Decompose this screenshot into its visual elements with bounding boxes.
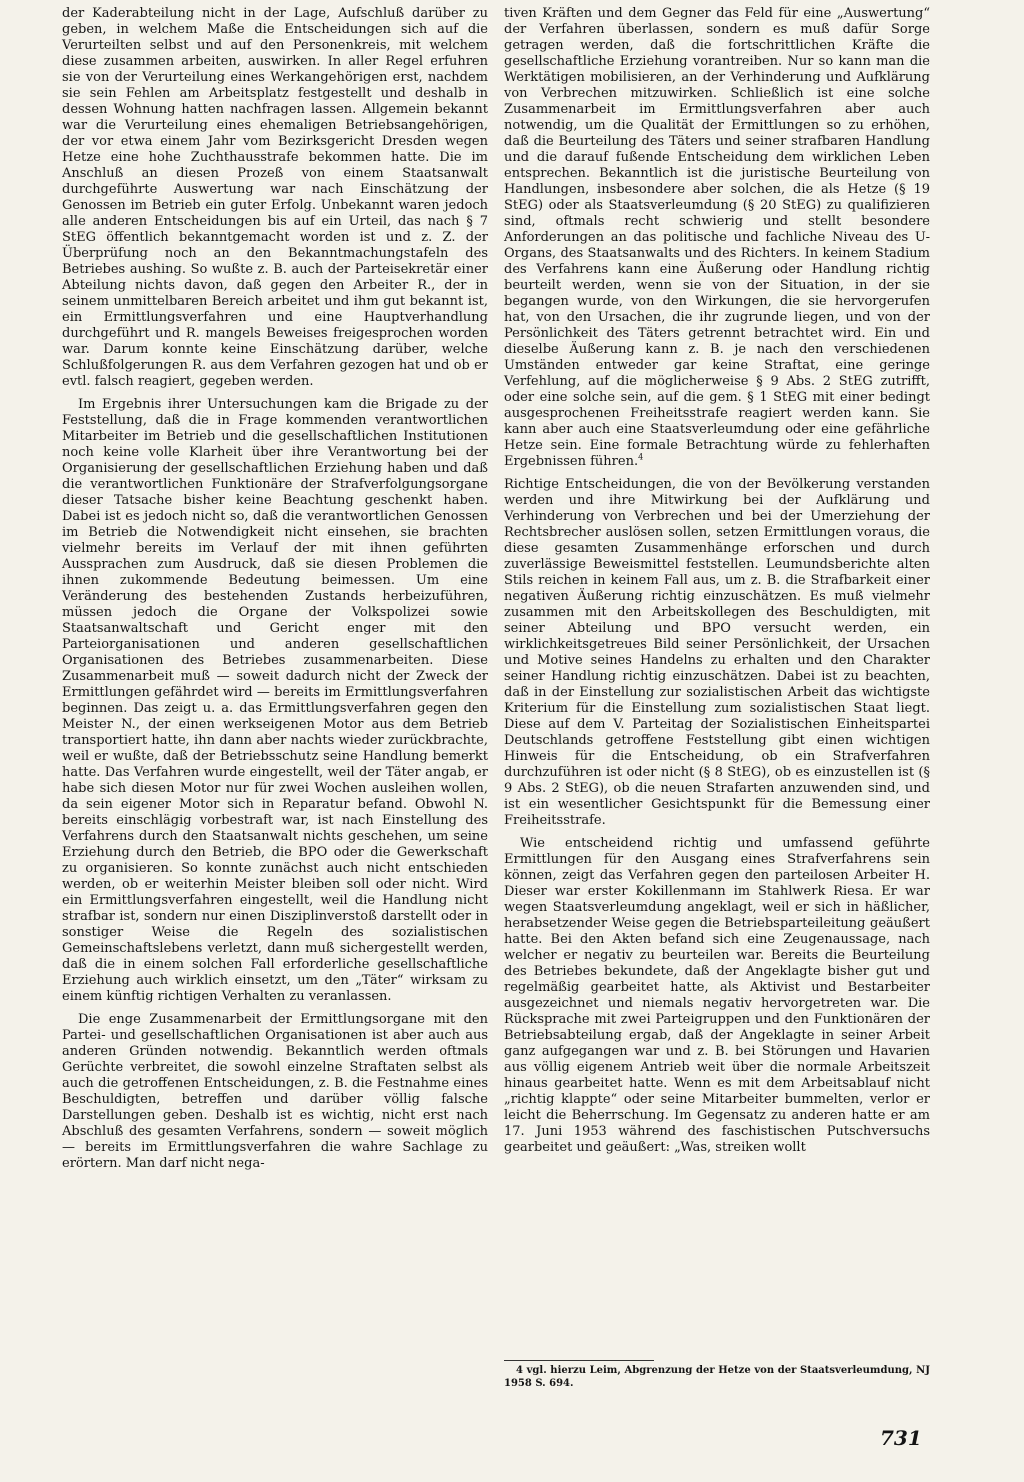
paragraph: Die enge Zusammenarbeit der Ermittlungsorgane mit den Partei- und gesellschaftlichen Organisationen ist aber auch aus anderen Gründen notwendig. Bekanntlich werden oftmals Gerüchte verbreitet, die sowohl einzelne Straftaten selbst als auch die getroffenen Entscheidungen, z. B. die Festnahme eines Beschuldigten, betreffen und darüber völlig falsche Darstellungen geben. Deshalb ist es wichtig, nicht erst nach Abschluß des gesamten Verfahrens, sondern — soweit möglich — bereits im Ermittlungsverfahren die wahre Sachlage zu erörtern. Man darf nicht nega- bbox=[62, 1012, 488, 1171]
paragraph: der Kaderabteilung nicht in der Lage, Aufschluß darüber zu geben, in welchem Maße die Entscheidungen sich auf die Verurteilten selbst und auf den Personenkreis, mit welchem diese zusammen arbeiten, auswirken. In aller Regel erfuhren sie von der Verurteilung eines Werkangehörigen erst, nachdem sie sein Fehlen am Arbeitsplatz festgestellt und deshalb in dessen Wohnung hatten nachfragen lassen. Allgemein bekannt war die Verurteilung eines ehemaligen Betriebsangehörigen, der vor etwa einem Jahr vom Bezirksgericht Dresden wegen Hetze eine hohe Zuchthausstrafe bekommen hatte. Die im Anschluß an diesen Prozeß von einem Staatsanwalt durchgeführte Auswertung war nach Einschätzung der Genossen im Betrieb ein guter Erfolg. Unbekannt waren jedoch alle anderen Entscheidungen bis auf ein Urteil, das nach § 7 StEG öffentlich bekanntgemacht worden ist und z. Z. der Überprüfung noch an den Bekanntmachungstafeln des Betriebes aushing. So wußte z. B. auch der Parteisekretär einer Abteilung nichts davon, daß gegen den Arbeiter R., der in seinem unmittelbaren Bereich arbeitet und ihm gut bekannt ist, ein Ermittlungsverfahren und eine Hauptverhandlung durchgeführt und R. mangels Beweises freigesprochen worden war. Darum konnte keine Einschätzung darüber, welche Schlußfolgerungen R. aus dem Verfahren gezogen hat und ob er evtl. falsch reagiert, gegeben werden. bbox=[62, 6, 488, 389]
footnote: 4 vgl. hierzu Leim, Abgrenzung der Hetze von der Staatsverleumdung, NJ 1958 S. 694. bbox=[504, 1365, 930, 1389]
paragraph: Richtige Entscheidungen, die von der Bevölkerung verstanden werden und ihre Mitwirkung bei der Aufklärung und Verhinderung von Verbrechen und bei der Umerziehung der Rechtsbrecher auslösen sollen, setzen Ermittlungen voraus, die diese gesamten Zusammenhänge erforschen und durch zuverlässige Beweismittel feststellen. Leumundsberichte alten Stils reichen in keinem Fall aus, um z. B. die Strafbarkeit einer negativen Äußerung richtig einzuschätzen. Es muß vielmehr zusammen mit den Arbeitskollegen des Beschuldigten, mit seiner Abteilung und BPO versucht werden, ein wirklichkeitsgetreues Bild seiner Persönlichkeit, der Ursachen und Motive seines Handelns zu erhalten und den Charakter seiner Handlung richtig einzuschätzen. Dabei ist zu beachten, daß in der Einstellung zur sozialistischen Arbeit das wichtigste Kriterium für die Einstellung zum sozialistischen Staat liegt. Diese auf dem V. Parteitag der Sozialistischen Einheitspartei Deutschlands getroffene Feststellung gibt einen wichtigen Hinweis für die Entscheidung, ob ein Strafverfahren durchzuführen ist oder nicht (§ 8 StEG), ob es einzustellen ist (§ 9 Abs. 2 StEG), ob die neuen Strafarten anzuwenden sind, und ist ein wesentlicher Gesichtspunkt für die Bemessung einer Freiheitsstrafe. bbox=[504, 477, 930, 828]
paragraph bbox=[504, 6, 930, 470]
right-column bbox=[504, 6, 930, 1163]
paragraph: Wie entscheidend richtig und umfassend geführte Ermittlungen für den Ausgang eines Strafverfahrens sein können, zeigt das Verfahren gegen den parteilosen Arbeiter H. Dieser war erster Kokillenmann im Stahlwerk Riesa. Er war wegen Staatsverleumdung angeklagt, weil er sich in häßlicher, herabsetzender Weise gegen die Betriebsparteileitung geäußert hatte. Bei den Akten befand sich eine Zeugenaussage, nach welcher er negativ zu beurteilen war. Bereits die Beurteilung des Betriebes bekundete, daß der Angeklagte bisher gut und regelmäßig gearbeitet hatte, als Aktivist und Bestarbeiter ausgezeichnet und niemals negativ hervorgetreten war. Die Rücksprache mit zwei Parteigruppen und den Funktionären der Betriebsabteilung ergab, daß der Angeklagte in seiner Arbeit ganz aufgegangen war und z. B. bei Störungen und Havarien aus völlig eigenem Antrieb weit über die normale Arbeitszeit hinaus gearbeitet hatte. Wenn es mit dem Arbeitsablauf nicht „richtig klappte“ oder seine Mitarbeiter bummelten, verlor er leicht die Beherrschung. Im Gegensatz zu anderen hatte er am 17. Juni 1953 während des faschistischen Putschversuchs gearbeitet und geäußert: „Was, streiken wollt bbox=[504, 836, 930, 1155]
footnote-divider bbox=[504, 1360, 654, 1361]
left-column bbox=[62, 6, 488, 1179]
paragraph: Im Ergebnis ihrer Untersuchungen kam die Brigade zu der Feststellung, daß die in Frage kommenden verantwortlichen Mitarbeiter im Betrieb und die gesellschaftlichen Institutionen noch keine volle Klarheit über ihre Verantwortung bei der Organisierung der gesellschaftlichen Erziehung haben und daß die verantwortlichen Funktionäre der Strafverfolgungsorgane dieser Tatsache bisher keine Beachtung geschenkt haben. Dabei ist es jedoch nicht so, daß die verantwortlichen Genossen im Betrieb die Notwendigkeit nicht einsehen, sie brachten vielmehr bereits im Verlauf der mit ihnen geführten Aussprachen zum Ausdruck, daß sie diesen Problemen die ihnen zukommende Bedeutung beimessen. Um eine Veränderung des bestehenden Zustands herbeizuführen, müssen jedoch die Organe der Volkspolizei sowie Staatsanwaltschaft und Gericht enger mit den Parteiorganisationen und anderen gesellschaftlichen Organisationen des Betriebes zusammenarbeiten. Diese Zusammenarbeit muß — soweit dadurch nicht der Zweck der Ermittlungen gefährdet wird — bereits im Ermittlungsverfahren beginnen. Das zeigt u. a. das Ermittlungsverfahren gegen den Meister N., der einen werkseigenen Motor aus dem Betrieb transportiert hatte, ihn dann aber nachts wieder zurückbrachte, weil er wußte, daß der Betriebsschutz seine Handlung bemerkt hatte. Das Verfahren wurde eingestellt, weil der Täter angab, er habe sich diesen Motor nur für zwei Wochen ausleihen wollen, da sein eigener Motor sich in Reparatur befand. Obwohl N. bereits einschlägig vorbestraft war, ist nach Einstellung des Verfahrens durch den Staatsanwalt nichts geschehen, um seine Erziehung durch den Betrieb, die BPO oder die Gewerkschaft zu organisieren. So konnte zunächst auch nicht entschieden werden, ob er weiterhin Meister bleiben soll oder nicht. Wird ein Ermittlungsverfahren eingestellt, weil die Handlung nicht strafbar ist, sondern nur einen Disziplinverstoß darstellt oder in sonstiger Weise die Regeln des sozialistischen Gemeinschaftslebens verletzt, dann muß sichergestellt werden, daß die in einem solchen Fall erforderliche gesellschaftliche Erziehung auch wirklich einsetzt, um den „Täter“ wirksam zu einem künftig richtigen Verhalten zu veranlassen. bbox=[62, 397, 488, 1004]
paragraph-text: tiven Kräften und dem Gegner das Feld für eine „Auswertung“ der Verfahren überlassen, sondern es muß dafür Sorge getragen werden, daß die fortschrittlichen Kräfte die gesellschaftliche Erziehung vorantreiben. Nur so kann man die Werktätigen mobilisieren, an der Verhinderung und Aufklärung von Verbrechen mitzuwirken. Schließlich ist eine solche Zusammenarbeit im Ermittlungsverfahren aber auch notwendig, um die Qualität der Ermittlungen so zu erhöhen, daß die Beurteilung des Täters und seiner strafbaren Handlung und die darauf fußende Entscheidung dem wirklichen Leben entsprechen. Bekanntlich ist die juristische Beurteilung von Handlungen, insbesondere aber solchen, die als Hetze (§ 19 StEG) oder als Staatsverleumdung (§ 20 StEG) zu qualifizieren sind, oftmals recht schwierig und stellt besondere Anforderungen an das politische und fachliche Niveau des U-Organs, des Staatsanwalts und des Richters. In keinem Stadium des Verfahrens kann eine Äußerung oder Handlung richtig beurteilt werden, wenn sie von der Situation, in der sie begangen wurde, von den Wirkungen, die sie hervorgerufen hat, von den Ursachen, die ihr zugrunde liegen, und von der Persönlichkeit des Täters getrennt betrachtet wird. Ein und dieselbe Äußerung kann z. B. je nach den verschiedenen Umständen entweder gar keine Straftat, eine geringe Verfehlung, auf die möglicherweise § 9 Abs. 2 StEG zutrifft, oder eine solche sein, auf die gem. § 1 StEG mit einer bedingt ausgesprochenen Freiheitsstrafe reagiert werden kann. Sie kann aber auch eine Staatsverleumdung oder eine gefährliche Hetze sein. Eine formale Betrachtung würde zu fehlerhaften Ergebnissen führen. bbox=[504, 6, 930, 469]
page-number: 731 bbox=[880, 1426, 922, 1450]
footnote-marker: 4 bbox=[638, 452, 644, 462]
